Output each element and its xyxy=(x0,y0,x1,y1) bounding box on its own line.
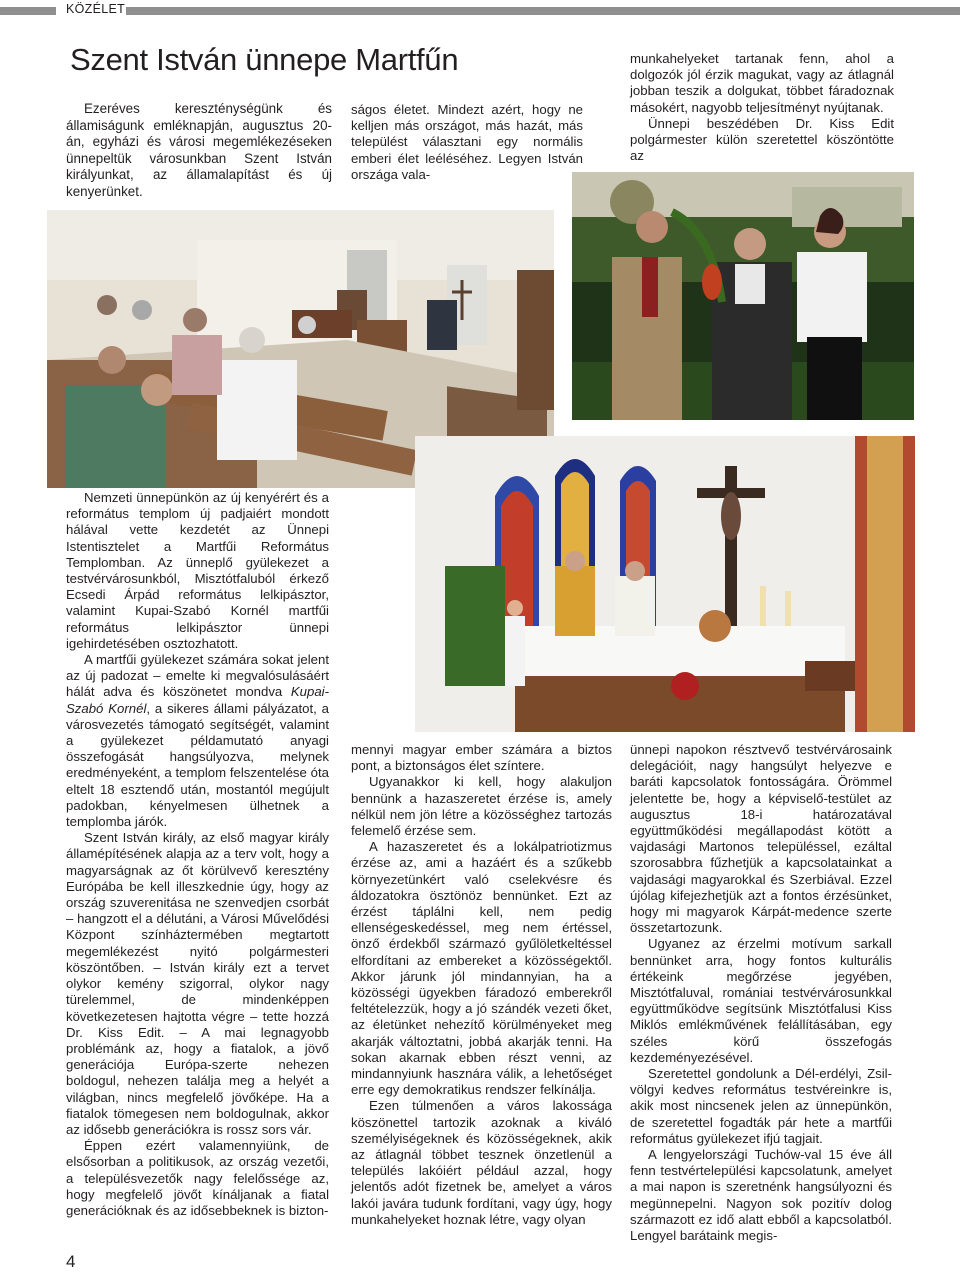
section-label: KÖZÉLET xyxy=(66,2,126,16)
left-column-p2 xyxy=(66,652,329,830)
middle-column-p3: A hazaszeretet és a lokálpatriotizmus érzése az, ami a hazáért és a szűkebb környezetünkért való cselekvésre és áldozatokra ösztönöz bennünket. Ezt az érzést táplálni kell, nem pedig ellenségeskedéssel, meg nem értéssel, önző érdekből származó gyűlöletkeltéssel elfordítani az embereket a közösségektől. Akkor járunk jól mindannyian, ha a közösségi ügyekben fáradozó emberekről feltételezzük, hogy a jó szándék vezeti őket, az életünket nehezítő körülményeket meg akarják változtatni, jobbá akarják tenni. Ha sokan akarnak ebben részt venni, az mindannyiunk hasznára válik, a lehetőséget erre egy demokratikus rendszer felkínálja. xyxy=(351,839,612,1098)
middle-column xyxy=(351,742,612,1228)
header-band-left xyxy=(0,7,56,15)
middle-column-p1: mennyi magyar ember számára a biztos pont, a biztonságos élet színtere. xyxy=(351,742,612,774)
header-band-right xyxy=(126,7,960,15)
article-title: Szent István ünnepe Martfűn xyxy=(70,42,459,77)
left-column-p4: Éppen ezért valamennyiünk, de elsősorban a politikusok, az ország vezetői, a településvezetők nagy felelőssége az, hogy megfelelő jövőt kínáljanak a fiatal generációknak és az idősebbeknek is bizton- xyxy=(66,1138,329,1218)
top-column-3-p1: munkahelyeket tartanak fenn, ahol a dolgozók jól érzik magukat, vagy az átlagnál jobban teszik a dolgukat, többet fáradoznak másokért, nagyobb teljesítményt nyújtanak. xyxy=(630,51,894,115)
left-column-p2-b: , a sikeres állami pályázatot, a városvezetés támogató segítségét, valamint a gyülekezet példamutató anyagi összefogását hangsúlyozva, melynek eredményeként, a templom felszentelése óta eltelt 18 esztendő után, mostantól megújult padokban, kényelmesen ülhetnek a templomba járók. xyxy=(66,700,329,830)
right-column-p4: A lengyelországi Tuchów-val 15 éve áll fenn testvértelepülési kapcsolatunk, amelyet a mai napon is szeretnénk hangsúlyozni és megünnepelni. Nagyon sok pozitív dolog származott ez idő alatt ebből a kapcsolatból. Lengyel barátaink megis- xyxy=(630,1147,892,1244)
top-column-2-text: ságos életet. Mindezt azért, hogy ne kelljen más országot, más hazát, más települést választani egy normális emberi élet leéléséhez. Legyen István országa vala- xyxy=(351,102,583,182)
right-column-p1: ünnepi napokon résztvevő testvérvárosaink delegációit, nagy hangsúlyt helyezve e baráti kapcsolatok fontosságára. Örömmel jelentette be, hogy a képviselő-testület az augusztus 18-i határozatával együttműködési megállapodást kötött a vajdasági Martonos településsel, ezáltal szorosabbra fűzhetjük a kapcsolatainkat a vajdasági magyarokkal és Szerbiával. Ezzel újólag kifejezhetjük azt a fontos érzésünket, hogy mi magyarok Kárpát-medence szerte összetartozunk. xyxy=(630,742,892,936)
lead-paragraph-block xyxy=(66,101,332,201)
left-column-p3: Szent István király, az első magyar király államépítésének alapja az a terv volt, hogy a magyarságnak az őt körülvevő keresztény Európába be kell illeszkednie úgy, hogy az ország szuverenitása ne szenvedjen csorbát – hangzott el a délutáni, a Városi Művelődési Központ színháztermében megtartott megemlékezést nyitó polgármesteri köszöntőben. – István király ezt a tervet olykor kemény szigorral, olykor nagy türelemmel, de mindenképpen következetesen hajtotta végre – tette hozzá Dr. Kiss Edit. – A mai legnagyobb problémánk az, hogy a fiatalok, a jövő generációja Európa-szerte nehezen boldogul, nehezen találja meg a helyét a világban, nincs megfelelő jövőképe. Ha a fiatalok tömegesen nem boldogulnak, akkor az idősebb generációkra is rossz sors vár. xyxy=(66,830,329,1137)
top-column-3-p2: Ünnepi beszédében Dr. Kiss Edit polgármester külön szeretettel köszöntötte az xyxy=(630,115,894,164)
middle-column-p2: Ugyanakkor ki kell, hogy alakuljon bennünk a hazaszeretet érzése is, amely nélkül nem jön létre a közösséghez tartozás felemelő érzése sem. xyxy=(351,774,612,839)
lead-paragraph: Ezeréves kereszténységünk és államiságunk emléknapján, augusztus 20-án, egyházi és városi megemlékezéseken ünnepeltük városunkban Szent István királyunkat, az államalapítást és új kenyerünket. xyxy=(66,101,332,199)
photo-stage-honorees xyxy=(572,172,914,420)
left-column-p1: Nemzeti ünnepünkön az új kenyérért és a református templom új padjaiért mondott hálával vette kezdetét az Ünnepi Istentisztelet a Martfűi Református Templomban. Az ünneplő gyülekezet a testvérvárosunkból, Misztótfaluból érkező Ecsedi Árpád református lelkipásztor, valamint Kupai-Szabó Kornél martfűi református lelkipásztor ünnepi igehirdetésében osztozhatott. xyxy=(66,490,329,651)
left-column-p2-a: A martfűi gyülekezet számára sokat jelent az új padozat – emelte ki megvalósulásáért hálát adva és köszönetet mondva xyxy=(66,652,329,700)
top-column-3 xyxy=(630,51,894,164)
top-column-2 xyxy=(351,102,583,183)
page-number: 4 xyxy=(66,1252,76,1271)
middle-column-p4: Ezen túlmenően a város lakossága köszönettel tartozik azoknak a kiváló személyiségeknek és közösségeknek, akik az átlagnál többet tesznek önzetlenül a település lakóiért például azzal, hogy jelentős adót fizetnek be, amelyet a város lakói javára tudunk fordítani, vagy úgy, hogy munkahelyeket hoznak létre, vagy olyan xyxy=(351,1098,612,1227)
left-column-p2-name: Kupai-Szabó Kornél xyxy=(66,684,329,716)
right-column xyxy=(630,742,892,1244)
left-column xyxy=(66,490,329,1219)
right-column-p3: Szeretettel gondolunk a Dél-erdélyi, Zsil-völgyi kedves református testvéreinkre is, akik most nincsenek jelen az ünnepünkön, de szeretettel fogadták pár hete a martfűi református gyülekezet ifjú tagjait. xyxy=(630,1066,892,1146)
photo-altar-service xyxy=(415,436,915,732)
right-column-p2: Ugyanez az érzelmi motívum sarkall bennünket arra, hogy fontos kulturális értékeink megőrzése jegyében, Misztótfaluval, romániai testvérvárosunkkal együttműködve segítsünk Misztótfalusi Kiss Miklós emlékművének felállításában, egy széles körű összefogás kezdeményezésével. xyxy=(630,936,892,1065)
